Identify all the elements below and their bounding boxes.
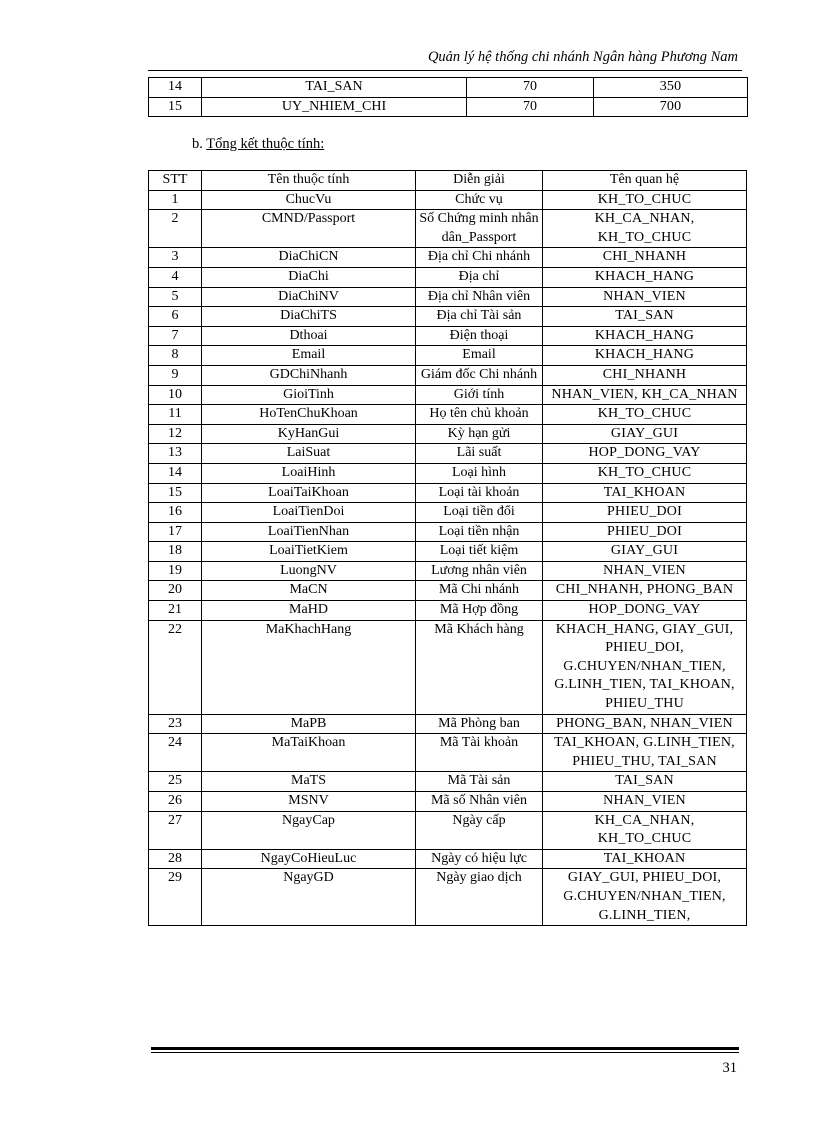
- page-header-title: Quản lý hệ thống chi nhánh Ngân hàng Phương Nam: [427, 49, 738, 65]
- cell-stt: 14: [149, 463, 202, 483]
- cell-stt: 6: [149, 307, 202, 327]
- cell-relation-name: CHI_NHANH, PHONG_BAN: [543, 581, 747, 601]
- cell-value: 70: [467, 78, 594, 98]
- table-row: [149, 561, 747, 581]
- cell-description: Mã Tài khoản: [416, 734, 543, 772]
- entity-size-table: [148, 77, 748, 117]
- cell-relation-name: KH_TO_CHUC: [543, 463, 747, 483]
- attribute-summary-table-body: [149, 190, 747, 926]
- cell-value: 70: [467, 97, 594, 117]
- cell-stt: 16: [149, 503, 202, 523]
- page-number: 31: [722, 1060, 737, 1076]
- cell-relation-name: KHACH_HANG: [543, 346, 747, 366]
- cell-attribute-name: LoaiTienNhan: [202, 522, 416, 542]
- table-row: [149, 714, 747, 734]
- cell-attribute-name: GDChiNhanh: [202, 365, 416, 385]
- cell-description: Mã Khách hàng: [416, 620, 543, 714]
- column-header-relation-name: Tên quan hệ: [543, 171, 747, 191]
- cell-attribute-name: DiaChiNV: [202, 287, 416, 307]
- cell-attribute-name: ChucVu: [202, 190, 416, 210]
- table-row: [149, 267, 747, 287]
- cell-description: Giám đốc Chi nhánh: [416, 365, 543, 385]
- table-row: [149, 811, 747, 849]
- cell-stt: 18: [149, 542, 202, 562]
- cell-attribute-name: CMND/Passport: [202, 210, 416, 248]
- cell-entity-name: TAI_SAN: [202, 78, 467, 98]
- cell-relation-name: HOP_DONG_VAY: [543, 444, 747, 464]
- table-row: [149, 849, 747, 869]
- cell-stt: 19: [149, 561, 202, 581]
- entity-size-table-body: [149, 78, 748, 117]
- cell-attribute-name: MaHD: [202, 601, 416, 621]
- cell-description: Chức vụ: [416, 190, 543, 210]
- cell-attribute-name: MSNV: [202, 792, 416, 812]
- cell-stt: 4: [149, 267, 202, 287]
- cell-stt: 17: [149, 522, 202, 542]
- cell-relation-name: CHI_NHANH: [543, 365, 747, 385]
- table-row: [149, 287, 747, 307]
- cell-relation-name: TAI_KHOAN, G.LINH_TIEN, PHIEU_THU, TAI_SAN: [543, 734, 747, 772]
- footer-thin-divider: [151, 1052, 739, 1053]
- cell-stt: 11: [149, 405, 202, 425]
- table-header-row: [149, 171, 747, 191]
- table-row: [149, 248, 747, 268]
- cell-description: Giới tính: [416, 385, 543, 405]
- table-row: [149, 405, 747, 425]
- cell-attribute-name: NgayGD: [202, 869, 416, 926]
- column-header-attribute-name: Tên thuộc tính: [202, 171, 416, 191]
- cell-attribute-name: Email: [202, 346, 416, 366]
- cell-relation-name: KHACH_HANG: [543, 326, 747, 346]
- cell-attribute-name: NgayCoHieuLuc: [202, 849, 416, 869]
- cell-description: Email: [416, 346, 543, 366]
- table-row: [149, 326, 747, 346]
- cell-stt: 10: [149, 385, 202, 405]
- table-row: [149, 772, 747, 792]
- cell-stt: 26: [149, 792, 202, 812]
- cell-attribute-name: DiaChi: [202, 267, 416, 287]
- cell-relation-name: HOP_DONG_VAY: [543, 601, 747, 621]
- table-row: [149, 444, 747, 464]
- cell-stt: 13: [149, 444, 202, 464]
- cell-stt: 8: [149, 346, 202, 366]
- cell-relation-name: TAI_KHOAN: [543, 483, 747, 503]
- cell-stt: 3: [149, 248, 202, 268]
- cell-stt: 21: [149, 601, 202, 621]
- table-row: [149, 581, 747, 601]
- cell-size: 700: [594, 97, 748, 117]
- cell-attribute-name: NgayCap: [202, 811, 416, 849]
- cell-stt: 25: [149, 772, 202, 792]
- cell-description: Loại hình: [416, 463, 543, 483]
- table-row: [149, 365, 747, 385]
- cell-stt: 23: [149, 714, 202, 734]
- table-row: [149, 542, 747, 562]
- cell-stt: 29: [149, 869, 202, 926]
- table-row: [149, 503, 747, 523]
- cell-description: Địa chỉ Chi nhánh: [416, 248, 543, 268]
- cell-description: Địa chỉ: [416, 267, 543, 287]
- cell-stt: 9: [149, 365, 202, 385]
- cell-description: Kỳ hạn gửi: [416, 424, 543, 444]
- cell-description: Mã Hợp đồng: [416, 601, 543, 621]
- table-row: [149, 424, 747, 444]
- table-row: [149, 78, 748, 98]
- header-divider: [148, 70, 742, 71]
- cell-description: Mã Tài sản: [416, 772, 543, 792]
- column-header-description: Diễn giải: [416, 171, 543, 191]
- cell-description: Ngày giao dịch: [416, 869, 543, 926]
- cell-description: Ngày cấp: [416, 811, 543, 849]
- section-heading-prefix: b.: [192, 136, 207, 152]
- cell-attribute-name: Dthoai: [202, 326, 416, 346]
- cell-description: Điện thoại: [416, 326, 543, 346]
- cell-description: Lương nhân viên: [416, 561, 543, 581]
- cell-relation-name: KH_CA_NHAN, KH_TO_CHUC: [543, 811, 747, 849]
- column-header-stt: STT: [149, 171, 202, 191]
- cell-relation-name: GIAY_GUI: [543, 424, 747, 444]
- table-row: [149, 792, 747, 812]
- cell-description: Loại tiền đổi: [416, 503, 543, 523]
- cell-relation-name: KHACH_HANG, GIAY_GUI, PHIEU_DOI, G.CHUYEN/NHAN_TIEN, G.LINH_TIEN, TAI_KHOAN, PHIEU_THU: [543, 620, 747, 714]
- cell-entity-name: UY_NHIEM_CHI: [202, 97, 467, 117]
- table-row: [149, 734, 747, 772]
- cell-relation-name: KH_CA_NHAN, KH_TO_CHUC: [543, 210, 747, 248]
- cell-description: Mã số Nhân viên: [416, 792, 543, 812]
- footer-thick-divider: [151, 1047, 739, 1050]
- cell-attribute-name: MaTaiKhoan: [202, 734, 416, 772]
- table-row: [149, 307, 747, 327]
- table-row: [149, 522, 747, 542]
- table-row: [149, 463, 747, 483]
- cell-attribute-name: LoaiHinh: [202, 463, 416, 483]
- cell-relation-name: KH_TO_CHUC: [543, 405, 747, 425]
- cell-description: Địa chỉ Nhân viên: [416, 287, 543, 307]
- cell-relation-name: GIAY_GUI, PHIEU_DOI, G.CHUYEN/NHAN_TIEN, G.LINH_TIEN,: [543, 869, 747, 926]
- table-row: [149, 385, 747, 405]
- cell-attribute-name: LoaiTaiKhoan: [202, 483, 416, 503]
- cell-attribute-name: LoaiTietKiem: [202, 542, 416, 562]
- cell-attribute-name: HoTenChuKhoan: [202, 405, 416, 425]
- table-row: [149, 346, 747, 366]
- cell-description: Mã Phòng ban: [416, 714, 543, 734]
- cell-attribute-name: LuongNV: [202, 561, 416, 581]
- cell-attribute-name: MaPB: [202, 714, 416, 734]
- table-row: [149, 97, 748, 117]
- cell-attribute-name: MaKhachHang: [202, 620, 416, 714]
- cell-attribute-name: KyHanGui: [202, 424, 416, 444]
- cell-description: Địa chỉ Tài sản: [416, 307, 543, 327]
- cell-relation-name: NHAN_VIEN, KH_CA_NHAN: [543, 385, 747, 405]
- cell-relation-name: KH_TO_CHUC: [543, 190, 747, 210]
- table-row: [149, 483, 747, 503]
- cell-description: Mã Chi nhánh: [416, 581, 543, 601]
- cell-description: Loại tiền nhận: [416, 522, 543, 542]
- cell-stt: 27: [149, 811, 202, 849]
- cell-relation-name: NHAN_VIEN: [543, 287, 747, 307]
- section-heading: [192, 136, 324, 153]
- cell-stt: 22: [149, 620, 202, 714]
- cell-relation-name: NHAN_VIEN: [543, 792, 747, 812]
- cell-relation-name: PHIEU_DOI: [543, 503, 747, 523]
- table-row: [149, 190, 747, 210]
- cell-stt: 7: [149, 326, 202, 346]
- cell-description: Loại tài khoản: [416, 483, 543, 503]
- cell-stt: 24: [149, 734, 202, 772]
- cell-relation-name: TAI_SAN: [543, 772, 747, 792]
- table-row: [149, 869, 747, 926]
- cell-description: Ngày có hiệu lực: [416, 849, 543, 869]
- cell-relation-name: CHI_NHANH: [543, 248, 747, 268]
- cell-relation-name: KHACH_HANG: [543, 267, 747, 287]
- cell-attribute-name: LaiSuat: [202, 444, 416, 464]
- cell-relation-name: PHIEU_DOI: [543, 522, 747, 542]
- table-row: [149, 601, 747, 621]
- cell-attribute-name: GioiTinh: [202, 385, 416, 405]
- cell-relation-name: TAI_SAN: [543, 307, 747, 327]
- cell-stt: 1: [149, 190, 202, 210]
- table-row: [149, 210, 747, 248]
- cell-index: 15: [149, 97, 202, 117]
- cell-relation-name: PHONG_BAN, NHAN_VIEN: [543, 714, 747, 734]
- cell-relation-name: NHAN_VIEN: [543, 561, 747, 581]
- cell-attribute-name: MaCN: [202, 581, 416, 601]
- cell-relation-name: TAI_KHOAN: [543, 849, 747, 869]
- cell-attribute-name: DiaChiTS: [202, 307, 416, 327]
- cell-stt: 28: [149, 849, 202, 869]
- cell-stt: 20: [149, 581, 202, 601]
- cell-relation-name: GIAY_GUI: [543, 542, 747, 562]
- cell-description: Số Chứng minh nhân dân_Passport: [416, 210, 543, 248]
- cell-attribute-name: MaTS: [202, 772, 416, 792]
- cell-description: Loại tiết kiệm: [416, 542, 543, 562]
- cell-description: Lãi suất: [416, 444, 543, 464]
- cell-stt: 15: [149, 483, 202, 503]
- cell-attribute-name: LoaiTienDoi: [202, 503, 416, 523]
- cell-stt: 12: [149, 424, 202, 444]
- cell-size: 350: [594, 78, 748, 98]
- attribute-summary-table: [148, 170, 747, 926]
- cell-stt: 5: [149, 287, 202, 307]
- cell-attribute-name: DiaChiCN: [202, 248, 416, 268]
- table-row: [149, 620, 747, 714]
- cell-description: Họ tên chủ khoản: [416, 405, 543, 425]
- cell-stt: 2: [149, 210, 202, 248]
- section-heading-title: Tổng kết thuộc tính:: [206, 136, 325, 152]
- cell-index: 14: [149, 78, 202, 98]
